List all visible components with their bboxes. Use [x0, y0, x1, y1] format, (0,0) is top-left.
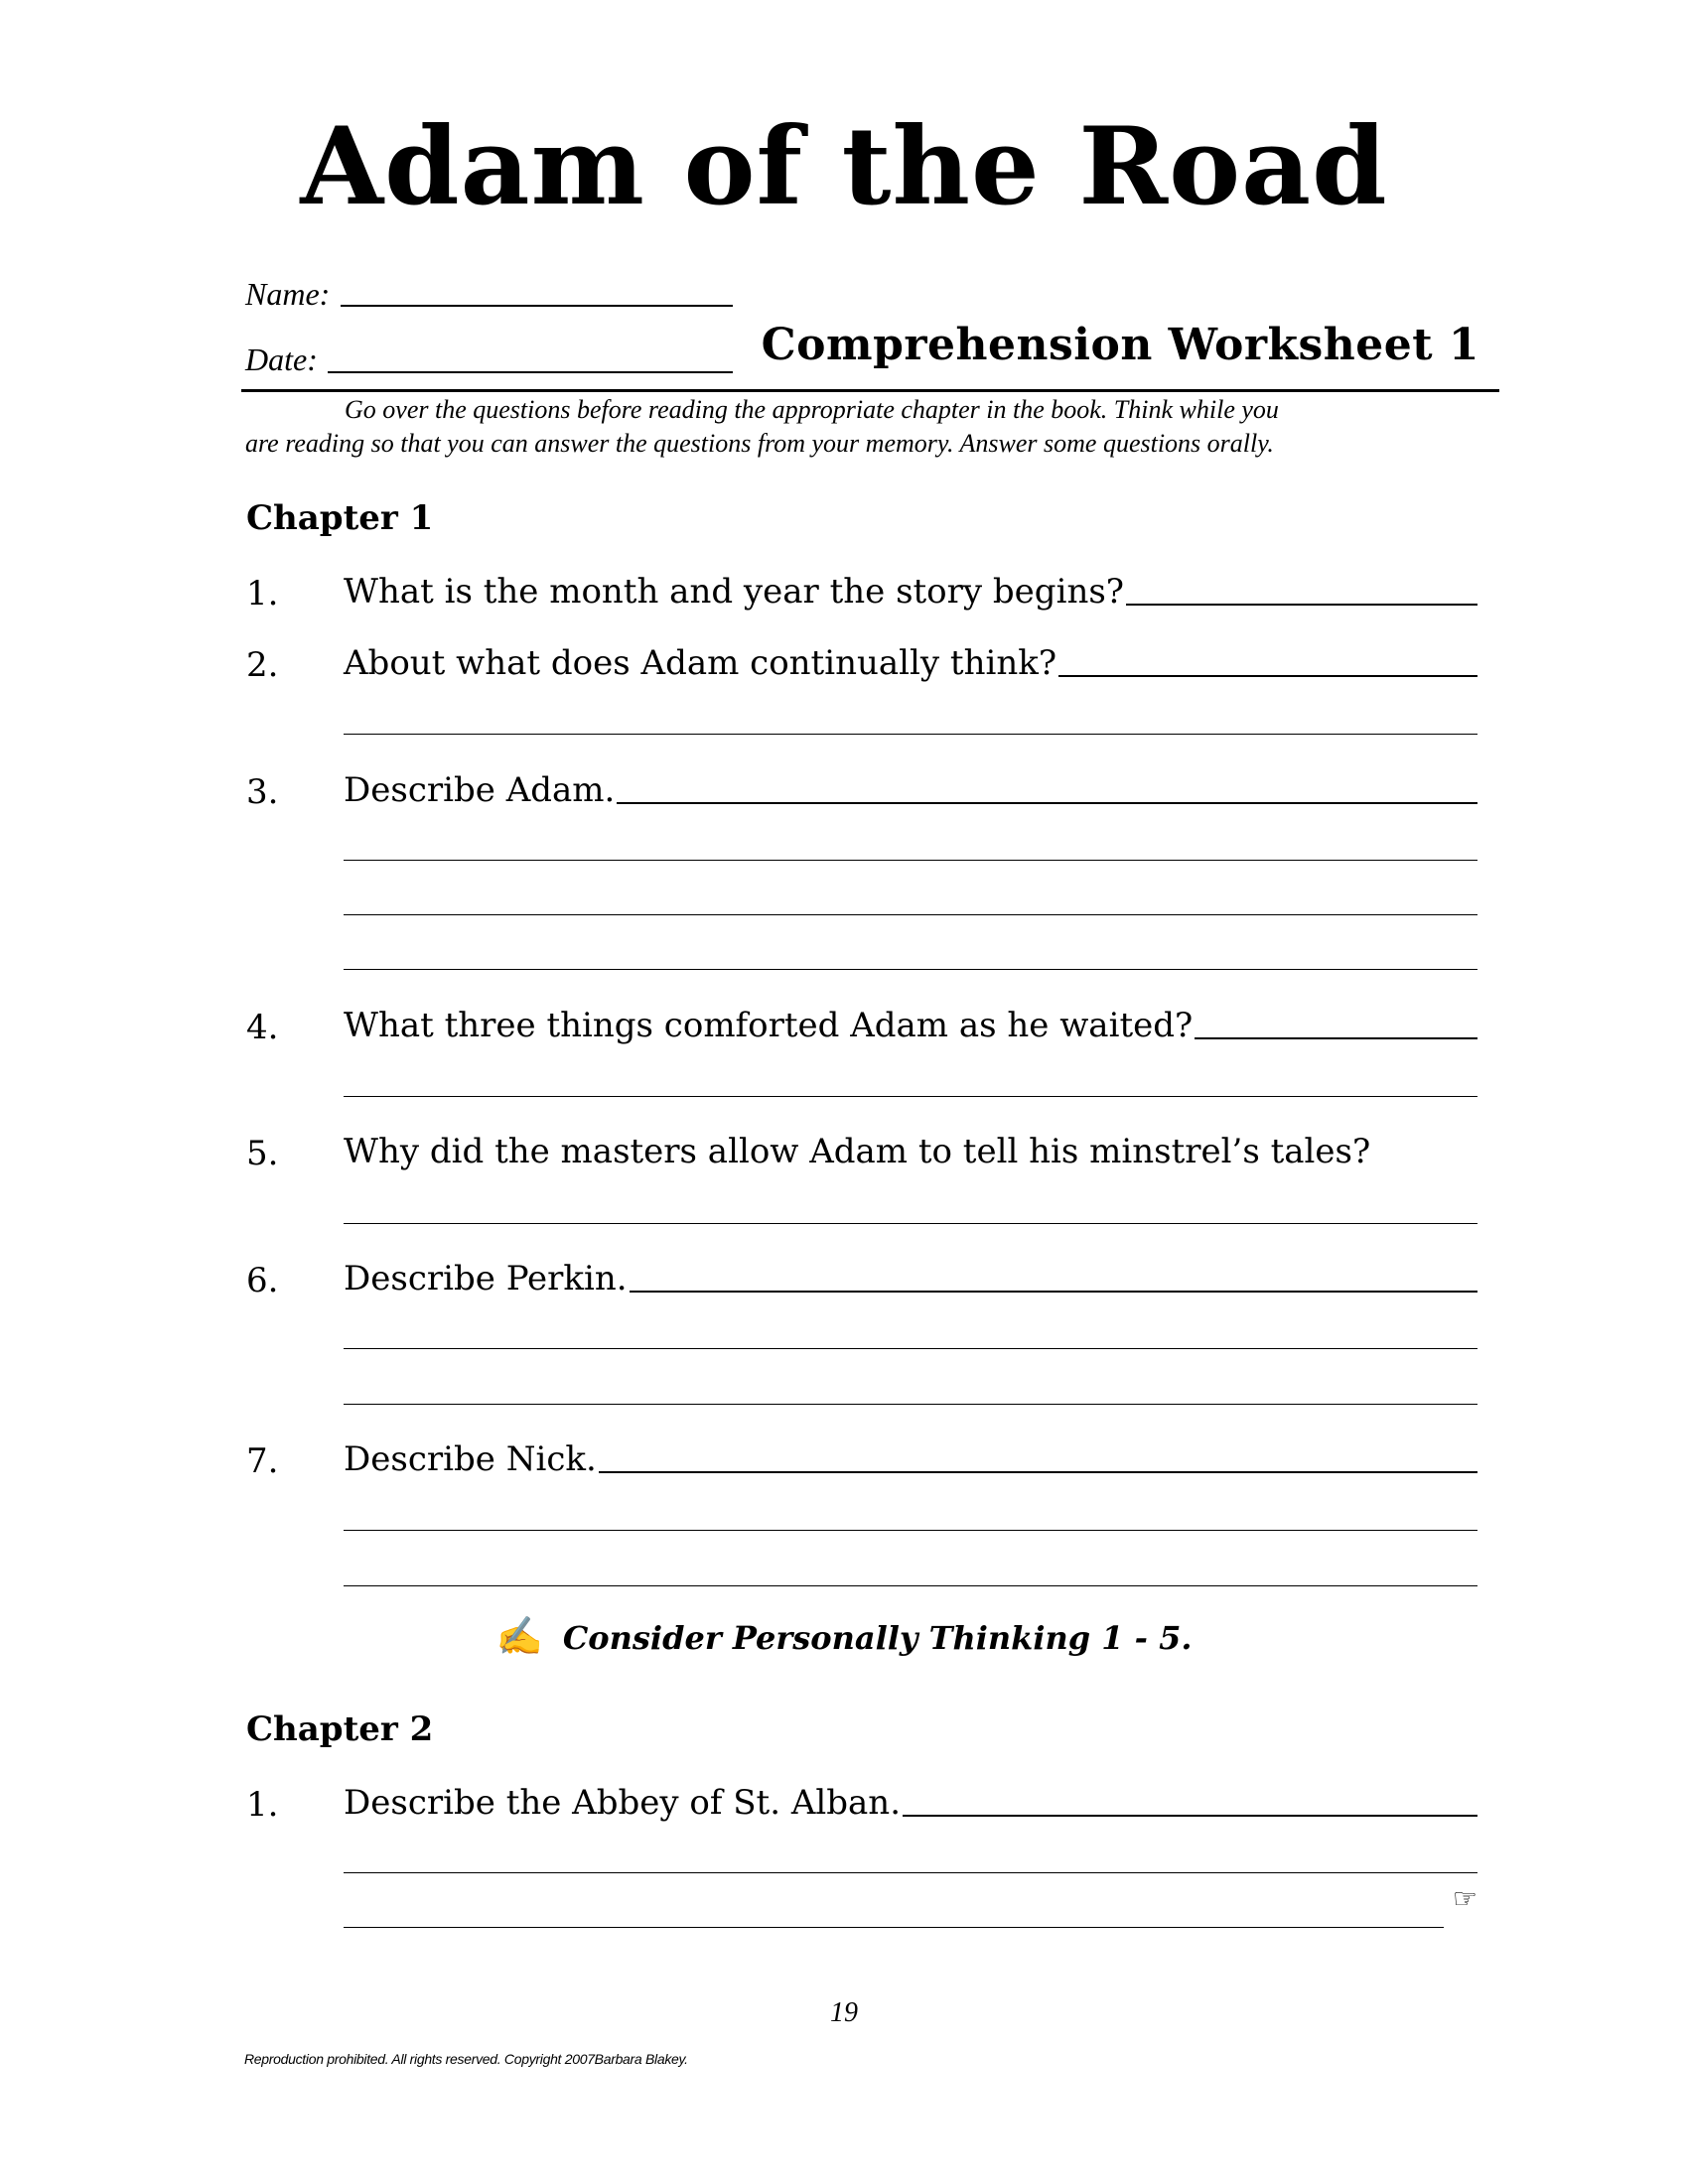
- question-number: 6.: [246, 1261, 279, 1300]
- answer-line[interactable]: [344, 1530, 1477, 1531]
- instructions-line-2: are reading so that you can answer the questions from your memory. Answer some questions orally.: [245, 429, 1274, 458]
- question-text: Describe Adam.: [344, 770, 616, 810]
- answer-line[interactable]: [344, 1348, 1477, 1349]
- question-row: [344, 572, 1477, 612]
- date-field[interactable]: [328, 371, 733, 373]
- answer-line[interactable]: [344, 1404, 1477, 1405]
- answer-line[interactable]: [617, 802, 1477, 804]
- question-row: [344, 1439, 1477, 1479]
- question-row: [344, 1006, 1477, 1045]
- question-number: 2.: [246, 645, 279, 685]
- page-title: Adam of the Road: [300, 104, 1388, 229]
- note-text: Consider Personally Thinking 1 - 5.: [562, 1619, 1193, 1657]
- question-number: 3.: [246, 772, 279, 812]
- name-label: Name:: [245, 276, 331, 312]
- question-row: [344, 770, 1477, 810]
- question-number: 5.: [246, 1134, 279, 1173]
- question-text: What is the month and year the story begins?: [344, 572, 1125, 612]
- answer-line[interactable]: [344, 1872, 1477, 1873]
- pencil-writing-icon: ✍: [495, 1613, 543, 1658]
- instructions: [245, 393, 1506, 461]
- answer-line[interactable]: [1058, 675, 1477, 677]
- date-label: Date:: [245, 341, 318, 377]
- answer-line[interactable]: [344, 734, 1477, 735]
- answer-line[interactable]: [1195, 1037, 1477, 1039]
- name-field[interactable]: [341, 305, 733, 307]
- instructions-line-1: Go over the questions before reading the appropriate chapter in the book. Think while you: [345, 395, 1279, 424]
- question-text: Describe Nick.: [344, 1439, 597, 1479]
- chapter-2-heading: Chapter 2: [246, 1709, 434, 1749]
- answer-line[interactable]: [344, 969, 1477, 970]
- consider-note: [0, 1613, 1688, 1659]
- answer-line[interactable]: [630, 1291, 1477, 1293]
- question-number: 7.: [246, 1441, 279, 1481]
- answer-line[interactable]: [344, 860, 1477, 861]
- question-number: 1.: [246, 1785, 279, 1825]
- answer-line[interactable]: [344, 1096, 1477, 1097]
- question-number: 4.: [246, 1008, 279, 1047]
- question-text: Describe Perkin.: [344, 1259, 628, 1298]
- pointing-hand-icon: ☞: [1452, 1882, 1477, 1915]
- answer-line[interactable]: [344, 1585, 1477, 1586]
- question-text: Why did the masters allow Adam to tell his minstrel’s tales?: [344, 1132, 1371, 1171]
- page-number: 19: [830, 1997, 858, 2028]
- question-row: [344, 1132, 1477, 1171]
- answer-line[interactable]: [344, 1927, 1444, 1928]
- question-text: Describe the Abbey of St. Alban.: [344, 1783, 901, 1823]
- question-row: [344, 643, 1477, 683]
- answer-line[interactable]: [1126, 604, 1477, 606]
- question-row: [344, 1259, 1477, 1298]
- question-number: 1.: [246, 574, 279, 614]
- answer-line[interactable]: [903, 1815, 1477, 1817]
- chapter-1-heading: Chapter 1: [246, 498, 434, 538]
- answer-line[interactable]: [344, 1223, 1477, 1224]
- question-row: [344, 1783, 1477, 1823]
- question-text: What three things comforted Adam as he waited?: [344, 1006, 1194, 1045]
- worksheet-title: Comprehension Worksheet 1: [761, 320, 1479, 370]
- question-text: About what does Adam continually think?: [344, 643, 1057, 683]
- answer-line[interactable]: [599, 1471, 1477, 1473]
- header-rule: [241, 389, 1499, 392]
- copyright-footer: Reproduction prohibited. All rights reserved. Copyright 2007Barbara Blakey.: [244, 2051, 688, 2067]
- answer-line[interactable]: [344, 914, 1477, 915]
